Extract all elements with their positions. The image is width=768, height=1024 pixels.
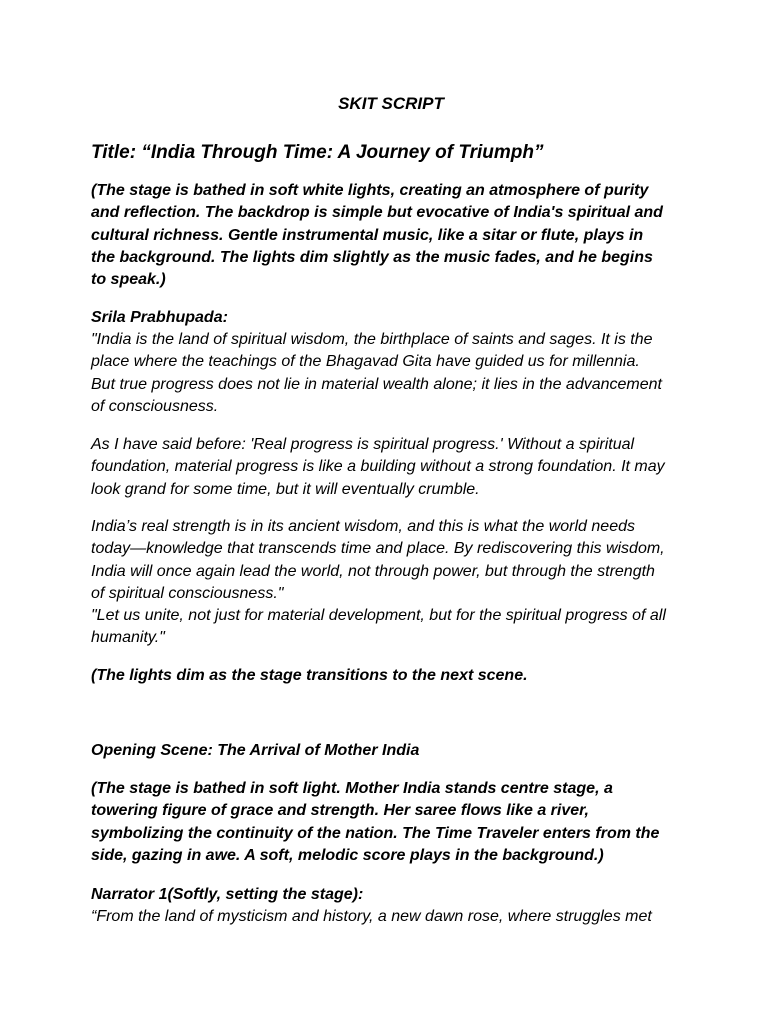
text-line: the background. The lights dim slightly as the music fades, and he begins: [91, 248, 653, 266]
text-line: cultural richness. Gentle instrumental music, like a sitar or flute, plays in: [91, 226, 644, 244]
text-line: (The stage is bathed in soft light. Mother India stands centre stage, a: [91, 780, 613, 797]
scene-heading: Opening Scene: The Arrival of Mother India: [91, 742, 420, 759]
document-heading: SKIT SCRIPT: [338, 94, 444, 113]
text-line: of spiritual consciousness.": [91, 584, 284, 602]
text-line: symbolizing the continuity of the nation. The Time Traveler enters from the: [91, 824, 660, 842]
text-line: side, gazing in awe. A soft, melodic score plays in the background.): [91, 846, 604, 864]
speaker-label-narrator: Narrator 1(Softly, setting the stage):: [91, 886, 364, 903]
text-line: look grand for some time, but it will eventually crumble.: [91, 480, 480, 498]
text-line: today—knowledge that transcends time and place. By rediscovering this wisdom,: [91, 540, 665, 558]
text-line: and reflection. The backdrop is simple but evocative of India's spiritual and: [91, 204, 663, 222]
speaker-label-prabhupada: Srila Prabhupada:: [91, 309, 228, 326]
transition-stage-direction: (The lights dim as the stage transitions to the next scene.: [91, 667, 528, 684]
text-line: place where the teachings of the Bhagavad Gita have guided us for millennia.: [91, 353, 640, 371]
speech-paragraph-1: [91, 329, 691, 418]
intro-stage-direction: [91, 180, 691, 291]
text-line: foundation, material progress is like a building without a strong foundation. It may: [91, 458, 665, 476]
text-line: As I have said before: 'Real progress is spiritual progress.' Without a spiritual: [91, 436, 635, 453]
text-line: "India is the land of spiritual wisdom, the birthplace of saints and sages. It is the: [91, 331, 653, 348]
text-line: humanity.": [91, 629, 165, 647]
text-line: to speak.): [91, 271, 166, 289]
text-line: “From the land of mysticism and history, a new dawn rose, where struggles met: [91, 908, 652, 925]
text-line: of consciousness.: [91, 397, 219, 415]
speech-paragraph-2: [91, 434, 691, 501]
skit-title: Title: “India Through Time: A Journey of Triumph”: [91, 142, 544, 163]
text-line: But true progress does not lie in material wealth alone; it lies in the advancement: [91, 375, 662, 393]
narration-paragraph-1: [91, 906, 691, 928]
text-line: "Let us unite, not just for material development, but for the spiritual progress of all: [91, 607, 666, 625]
text-line: India will once again lead the world, not through power, but through the strength: [91, 562, 655, 580]
text-line: India’s real strength is in its ancient wisdom, and this is what the world needs: [91, 518, 635, 535]
text-line: towering figure of grace and strength. Her saree flows like a river,: [91, 802, 589, 820]
speech-paragraph-3: [91, 516, 691, 650]
scene-stage-direction: [91, 778, 691, 867]
text-line: (The stage is bathed in soft white lights, creating an atmosphere of purity: [91, 182, 649, 199]
